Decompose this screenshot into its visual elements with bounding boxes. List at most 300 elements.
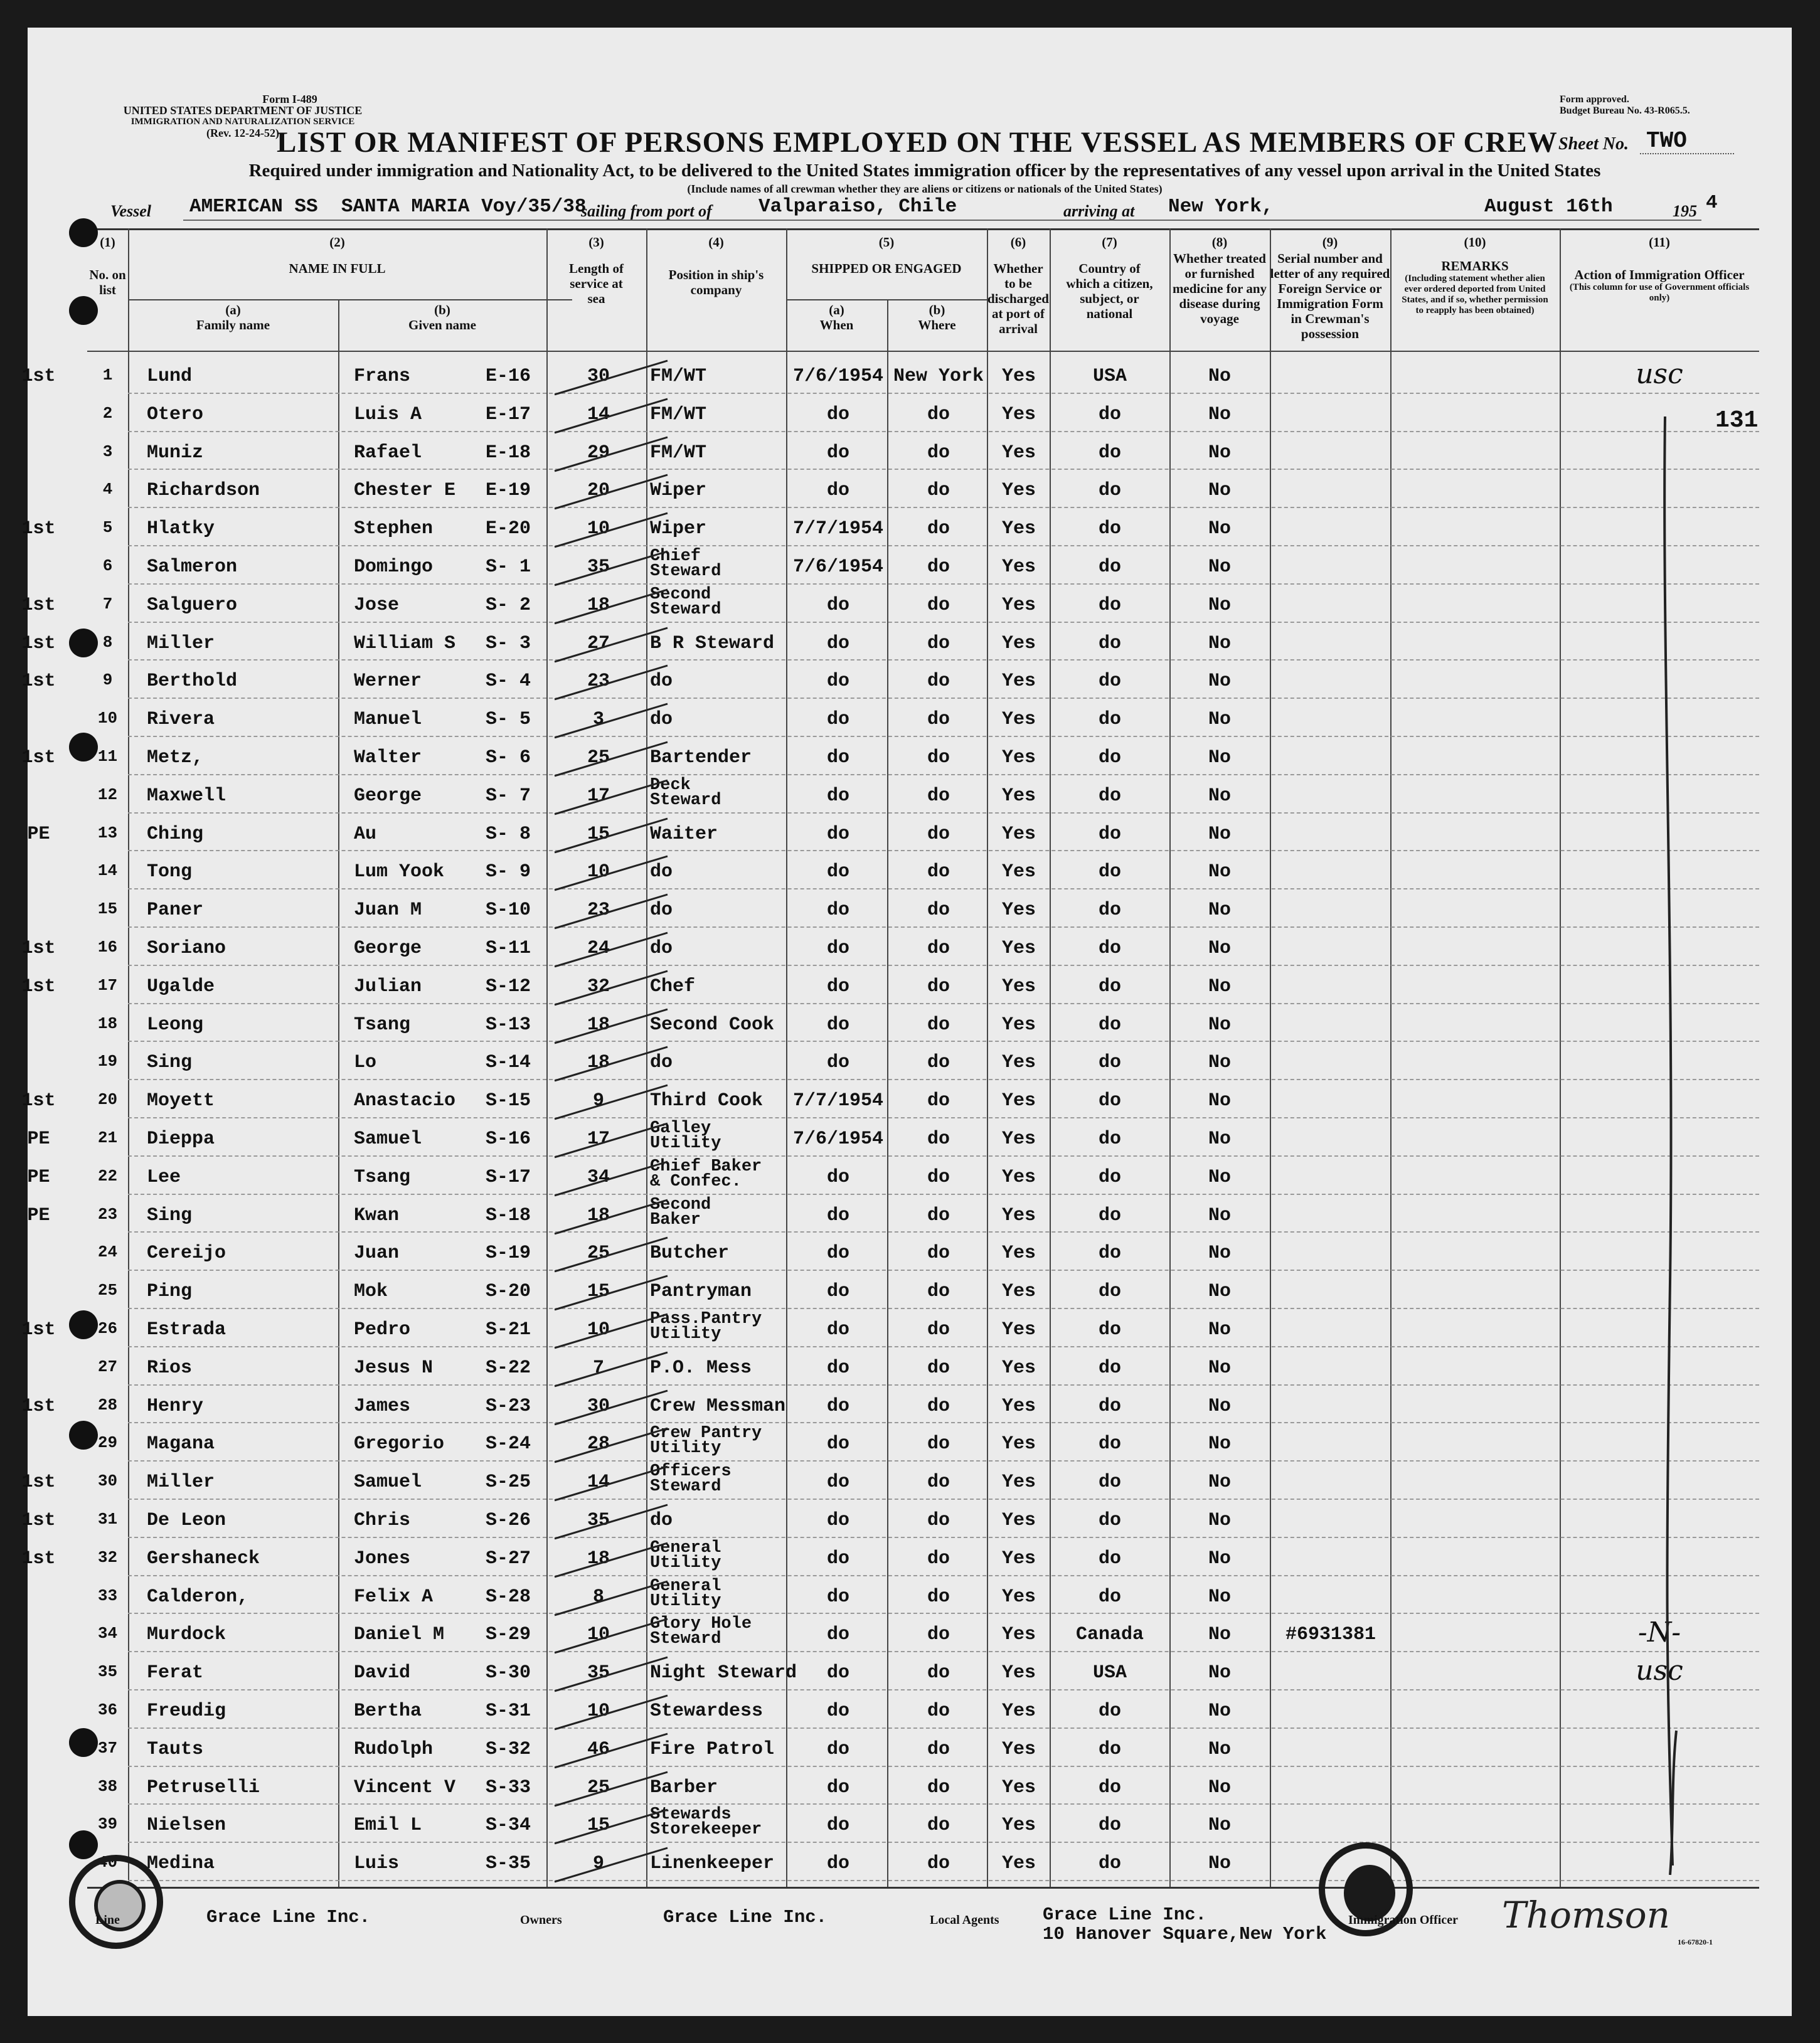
medicine: No <box>1208 1014 1231 1036</box>
table-row <box>21 358 1792 396</box>
shipped-when: do <box>826 785 849 807</box>
shipped-when: do <box>826 1472 849 1494</box>
shipped-when: do <box>826 1433 849 1455</box>
shipped-when: do <box>826 1815 849 1837</box>
given-name: Anastacio <box>354 1090 456 1112</box>
position: General Utility <box>650 1538 721 1573</box>
given-name: Jesus N <box>354 1357 434 1379</box>
row-rule <box>128 1537 1759 1538</box>
discharged: Yes <box>1001 1243 1036 1265</box>
row-number: 38 <box>97 1776 118 1796</box>
row-number: 37 <box>97 1738 118 1758</box>
row-number: 24 <box>97 1243 118 1262</box>
medicine: No <box>1208 1738 1231 1760</box>
shipped-when: do <box>826 1776 849 1798</box>
family-name: Gershaneck <box>147 1547 260 1569</box>
position: do <box>650 1052 673 1074</box>
shipped-when: 7/6/1954 <box>792 1128 884 1150</box>
row-status-mark: PE <box>27 823 50 845</box>
position: do <box>650 861 673 883</box>
row-number: 9 <box>102 671 113 690</box>
position: Wiper <box>650 518 707 540</box>
crew-code: S-23 <box>486 1395 531 1417</box>
shipped-where: do <box>927 975 950 997</box>
service-length: 28 <box>587 1433 610 1455</box>
table-row <box>28 701 1792 740</box>
shipped-where: do <box>927 1701 950 1722</box>
col-index-5: (5) <box>878 235 895 250</box>
row-number: 15 <box>97 899 118 919</box>
position: Crew Pantry Utility <box>650 1424 762 1458</box>
service-length-tick <box>548 889 674 933</box>
form-number: Form I-489 <box>262 93 317 105</box>
row-number: 11 <box>97 747 118 766</box>
service-length-tick <box>548 1843 674 1887</box>
table-top-rule <box>87 228 1759 230</box>
shipped-where: do <box>927 823 950 845</box>
shipped-when: do <box>826 975 849 997</box>
crew-code: S-27 <box>486 1547 531 1569</box>
given-name: Juan M <box>354 899 422 921</box>
service-length-tick <box>548 1347 674 1391</box>
row-rule <box>128 1499 1759 1500</box>
position: do <box>650 938 673 959</box>
shipped-where: do <box>927 1357 950 1379</box>
col-letter-2a: (a) <box>225 302 241 317</box>
col-header-remarks <box>1390 235 1560 316</box>
binder-hole <box>69 1728 98 1757</box>
col-header-where <box>887 302 987 332</box>
service-length: 14 <box>587 403 610 425</box>
col-header-serial <box>1270 235 1390 341</box>
shipped-when: do <box>826 938 849 959</box>
service-length: 18 <box>587 1204 610 1226</box>
port-stamp-left <box>69 1855 163 1949</box>
row-number: 4 <box>102 480 113 499</box>
service-length: 25 <box>587 1243 610 1265</box>
printer-code: 16-67820-1 <box>1678 1938 1713 1946</box>
col-header-name <box>128 235 546 276</box>
service-length: 23 <box>587 899 610 921</box>
shipped-where: do <box>927 747 950 768</box>
country: do <box>1098 1510 1121 1531</box>
row-number: 31 <box>97 1510 118 1529</box>
row-rule <box>128 583 1759 585</box>
service-length: 17 <box>587 1128 610 1150</box>
position: do <box>650 671 673 692</box>
medicine: No <box>1208 1281 1231 1303</box>
discharged: Yes <box>1001 861 1036 883</box>
medicine: No <box>1208 823 1231 845</box>
discharged: Yes <box>1001 1776 1036 1798</box>
medicine: No <box>1208 1433 1231 1455</box>
row-rule <box>128 1155 1759 1157</box>
service-length: 46 <box>587 1738 610 1760</box>
shipped-where: do <box>927 1281 950 1303</box>
service-length-tick <box>548 1042 674 1086</box>
shipped-when: do <box>826 1319 849 1340</box>
table-row <box>21 663 1792 701</box>
shipped-when: 7/6/1954 <box>792 556 884 578</box>
col-header-medicine <box>1169 235 1270 326</box>
service-length: 14 <box>587 1472 610 1494</box>
serial-number: #6931381 <box>1285 1624 1376 1646</box>
shipped-where: do <box>927 1738 950 1760</box>
row-rule <box>128 736 1759 737</box>
row-status-mark: 1st <box>21 1395 56 1417</box>
table-row <box>28 1616 1792 1655</box>
sailing-label: sailing from port of <box>581 202 712 220</box>
shipped-when: do <box>826 632 849 654</box>
family-name: Otero <box>147 403 204 425</box>
row-status-mark: 1st <box>21 1510 56 1531</box>
row-rule <box>128 1308 1759 1309</box>
medicine: No <box>1208 1547 1231 1569</box>
sheet-number-label: Sheet No. <box>1558 134 1629 154</box>
given-name: Luis A <box>354 403 422 425</box>
shipped-where: do <box>927 594 950 616</box>
given-name: Jones <box>354 1547 411 1569</box>
shipped-when: 7/6/1954 <box>792 366 884 387</box>
crew-code: S-21 <box>486 1319 531 1340</box>
row-rule <box>128 888 1759 889</box>
given-name: Stephen <box>354 518 434 540</box>
shipped-when: do <box>826 1547 849 1569</box>
department-name: UNITED STATES DEPARTMENT OF JUSTICE <box>123 104 363 117</box>
row-number: 32 <box>97 1547 118 1567</box>
row-number: 26 <box>97 1319 118 1338</box>
medicine: No <box>1208 480 1231 502</box>
manifest-page <box>21 28 1792 2016</box>
row-rule <box>128 812 1759 814</box>
service-length: 18 <box>587 1014 610 1036</box>
col-header-when <box>786 302 887 332</box>
family-name: Leong <box>147 1014 204 1036</box>
position: Barber <box>650 1776 718 1798</box>
family-name: Rivera <box>147 709 215 731</box>
year-prefix: 195 <box>1673 202 1697 220</box>
col-letter-5b: (b) <box>929 302 945 317</box>
table-row <box>28 1350 1792 1388</box>
country: do <box>1098 632 1121 654</box>
medicine: No <box>1208 1243 1231 1265</box>
service-length-tick <box>548 356 674 400</box>
row-rule <box>128 1384 1759 1386</box>
family-name: Dieppa <box>147 1128 215 1150</box>
service-length-tick <box>548 737 674 781</box>
country: Canada <box>1075 1624 1144 1646</box>
medicine: No <box>1208 1701 1231 1722</box>
country: do <box>1098 556 1121 578</box>
col-title-8: Whether treated or furnished medicine for any disease during voyage <box>1172 251 1267 326</box>
country: do <box>1098 594 1121 616</box>
row-rule <box>128 659 1759 661</box>
family-name: Cereijo <box>147 1243 226 1265</box>
row-rule <box>128 1842 1759 1843</box>
crew-code: E-16 <box>486 366 531 387</box>
table-row <box>28 1693 1792 1731</box>
country: do <box>1098 1357 1121 1379</box>
service-length-tick <box>548 1271 674 1315</box>
col-header-shipped <box>786 235 987 276</box>
sheet-number-value: TWO <box>1646 128 1687 154</box>
service-length-tick <box>548 508 674 552</box>
position: Fire Patrol <box>650 1738 775 1760</box>
crew-code: S- 8 <box>486 823 531 845</box>
col-header-length <box>546 235 646 306</box>
shipped-when: do <box>826 1281 849 1303</box>
discharged: Yes <box>1001 556 1036 578</box>
table-row <box>28 549 1792 587</box>
row-status-mark: 1st <box>21 938 56 959</box>
col-letter-5a: (a) <box>829 302 844 317</box>
service-length-tick <box>548 1690 674 1734</box>
table-row <box>28 1655 1792 1693</box>
country: do <box>1098 1853 1121 1875</box>
discharged: Yes <box>1001 938 1036 959</box>
shipped-where: do <box>927 442 950 464</box>
country: do <box>1098 975 1121 997</box>
country: do <box>1098 1776 1121 1798</box>
position: Second Baker <box>650 1195 711 1229</box>
shipped-when: do <box>826 1738 849 1760</box>
row-rule <box>128 698 1759 699</box>
vessel-label: Vessel <box>110 202 151 220</box>
country: do <box>1098 1586 1121 1608</box>
row-status-mark: 1st <box>21 366 56 387</box>
col-title-4: Position in ship's company <box>668 267 764 297</box>
position: do <box>650 899 673 921</box>
service-length: 10 <box>587 1319 610 1340</box>
discharged: Yes <box>1001 480 1036 502</box>
row-status-mark: PE <box>27 1204 50 1226</box>
row-number: 33 <box>97 1586 118 1605</box>
given-name: Manuel <box>354 709 422 731</box>
row-number: 30 <box>97 1472 118 1491</box>
crew-code: S-34 <box>486 1815 531 1837</box>
medicine: No <box>1208 1472 1231 1494</box>
family-name: Petruselli <box>147 1776 260 1798</box>
family-name: Henry <box>147 1395 204 1417</box>
binder-hole <box>69 629 98 657</box>
row-rule <box>128 1422 1759 1423</box>
shipped-when: do <box>826 1204 849 1226</box>
row-rule <box>128 1880 1759 1881</box>
discharged: Yes <box>1001 366 1036 387</box>
crew-code: S-33 <box>486 1776 531 1798</box>
given-name: Rudolph <box>354 1738 434 1760</box>
table-row <box>28 472 1792 511</box>
crew-code: S- 9 <box>486 861 531 883</box>
service-length: 32 <box>587 975 610 997</box>
discharged: Yes <box>1001 1052 1036 1074</box>
discharged: Yes <box>1001 1319 1036 1340</box>
row-rule <box>128 1689 1759 1690</box>
table-row <box>28 1159 1792 1197</box>
country: do <box>1098 1738 1121 1760</box>
shipped-when: do <box>826 442 849 464</box>
discharged: Yes <box>1001 594 1036 616</box>
shipped-when: do <box>826 1052 849 1074</box>
discharged: Yes <box>1001 1853 1036 1875</box>
row-number: 17 <box>97 975 118 995</box>
service-length-tick <box>548 661 674 704</box>
service-length: 8 <box>592 1586 604 1608</box>
service-length: 25 <box>587 747 610 768</box>
col-index-2: (2) <box>329 235 345 250</box>
col-header-position <box>646 235 786 297</box>
service-length: 35 <box>587 1662 610 1684</box>
country: do <box>1098 1166 1121 1188</box>
position: Waiter <box>650 823 718 845</box>
service-length: 10 <box>587 1624 610 1646</box>
service-length: 15 <box>587 1815 610 1837</box>
crew-code: S-17 <box>486 1166 531 1188</box>
col-header-discharged <box>987 235 1050 336</box>
medicine: No <box>1208 1853 1231 1875</box>
given-name: George <box>354 938 422 959</box>
service-length-tick <box>548 775 674 819</box>
row-number: 23 <box>97 1204 118 1224</box>
family-name: Berthold <box>147 671 238 692</box>
crew-code: S-12 <box>486 975 531 997</box>
service-length: 10 <box>587 1701 610 1722</box>
discharged: Yes <box>1001 1204 1036 1226</box>
family-name: Ugalde <box>147 975 215 997</box>
col-index-3: (3) <box>588 235 604 250</box>
country: do <box>1098 899 1121 921</box>
owners-value: Grace Line Inc. <box>663 1907 828 1928</box>
medicine: No <box>1208 1586 1231 1608</box>
form-note: (Include names of all crewman whether they are aliens or citizens or nationals of the United States) <box>687 183 1163 195</box>
discharged: Yes <box>1001 1738 1036 1760</box>
row-number: 16 <box>97 938 118 957</box>
medicine: No <box>1208 1166 1231 1188</box>
position: Stewardess <box>650 1701 764 1722</box>
row-number: 7 <box>102 594 113 613</box>
officer-signature: Thomson <box>1502 1894 1670 1936</box>
form-approval: Form approved. <box>1560 94 1629 105</box>
row-rule <box>128 1727 1759 1729</box>
shipped-when: do <box>826 480 849 502</box>
position: FM/WT <box>650 366 707 387</box>
discharged: Yes <box>1001 671 1036 692</box>
crew-code: E-18 <box>486 442 531 464</box>
family-name: Ferat <box>147 1662 204 1684</box>
country: do <box>1098 1395 1121 1417</box>
row-rule <box>128 1041 1759 1042</box>
row-number: 8 <box>102 632 113 652</box>
col-index-6: (6) <box>1010 235 1026 250</box>
col-title-5a: When <box>819 317 854 332</box>
discharged: Yes <box>1001 1624 1036 1646</box>
shipped-where: do <box>927 1166 950 1188</box>
given-name: Juan <box>354 1243 400 1265</box>
country: do <box>1098 1204 1121 1226</box>
position: Pass.Pantry Utility <box>650 1310 762 1344</box>
crew-code: S- 4 <box>486 671 531 692</box>
family-name: Rios <box>147 1357 193 1379</box>
position: General Utility <box>650 1576 721 1611</box>
medicine: No <box>1208 632 1231 654</box>
crew-code: S- 6 <box>486 747 531 768</box>
given-name: Samuel <box>354 1472 422 1494</box>
country: do <box>1098 671 1121 692</box>
service-length-tick <box>548 851 674 895</box>
position: Third Cook <box>650 1090 764 1112</box>
service-length: 34 <box>587 1166 610 1188</box>
discharged: Yes <box>1001 1395 1036 1417</box>
country: do <box>1098 823 1121 845</box>
country: USA <box>1092 1662 1127 1684</box>
given-name: Tsang <box>354 1014 411 1036</box>
table-row <box>21 1502 1792 1541</box>
immigration-action: -N- <box>1637 1616 1681 1649</box>
shipped-where: do <box>927 1128 950 1150</box>
service-length-tick <box>548 1729 674 1773</box>
table-row <box>28 1426 1792 1464</box>
row-status-mark: 1st <box>21 747 56 768</box>
given-name: Julian <box>354 975 422 997</box>
crew-code: S- 5 <box>486 709 531 731</box>
table-row <box>21 1310 1792 1350</box>
shipped-when: do <box>826 1586 849 1608</box>
medicine: No <box>1208 1090 1231 1112</box>
service-length-tick <box>548 1080 674 1124</box>
name-subheader-rule <box>128 299 572 300</box>
medicine: No <box>1208 747 1231 768</box>
service-length: 10 <box>587 861 610 883</box>
medicine: No <box>1208 442 1231 464</box>
country: do <box>1098 1319 1121 1340</box>
binder-hole <box>69 1830 98 1859</box>
family-name: Medina <box>147 1853 215 1875</box>
discharged: Yes <box>1001 1014 1036 1036</box>
given-name: Chris <box>354 1510 411 1531</box>
row-status-mark: 1st <box>21 632 56 654</box>
given-name: Samuel <box>354 1128 422 1150</box>
given-name: Emil L <box>354 1815 422 1837</box>
shipped-where: do <box>927 1510 950 1531</box>
row-status-mark: PE <box>27 1166 50 1188</box>
row-rule <box>128 1194 1759 1195</box>
col-title-2: NAME IN FULL <box>289 261 386 276</box>
table-row <box>28 775 1792 816</box>
shipped-when: do <box>826 861 849 883</box>
given-name: Au <box>354 823 377 845</box>
family-name: Maxwell <box>147 785 226 807</box>
medicine: No <box>1208 1204 1231 1226</box>
medicine: No <box>1208 1319 1231 1340</box>
table-row <box>21 585 1792 625</box>
service-length-tick <box>548 394 674 438</box>
table-row <box>28 396 1792 435</box>
country: do <box>1098 1014 1121 1036</box>
medicine: No <box>1208 899 1231 921</box>
family-name: Estrada <box>147 1319 226 1340</box>
row-rule <box>128 1117 1759 1118</box>
crew-code: S-29 <box>486 1624 531 1646</box>
shipped-where: New York <box>893 366 984 387</box>
col-index-4: (4) <box>708 235 724 250</box>
position: P.O. Mess <box>650 1357 752 1379</box>
family-name: Murdock <box>147 1624 226 1646</box>
medicine: No <box>1208 861 1231 883</box>
row-rule <box>128 774 1759 775</box>
position: FM/WT <box>650 403 707 425</box>
form-title: LIST OR MANIFEST OF PERSONS EMPLOYED ON THE VESSEL AS MEMBERS OF CREW <box>277 126 1558 159</box>
country: do <box>1098 403 1121 425</box>
